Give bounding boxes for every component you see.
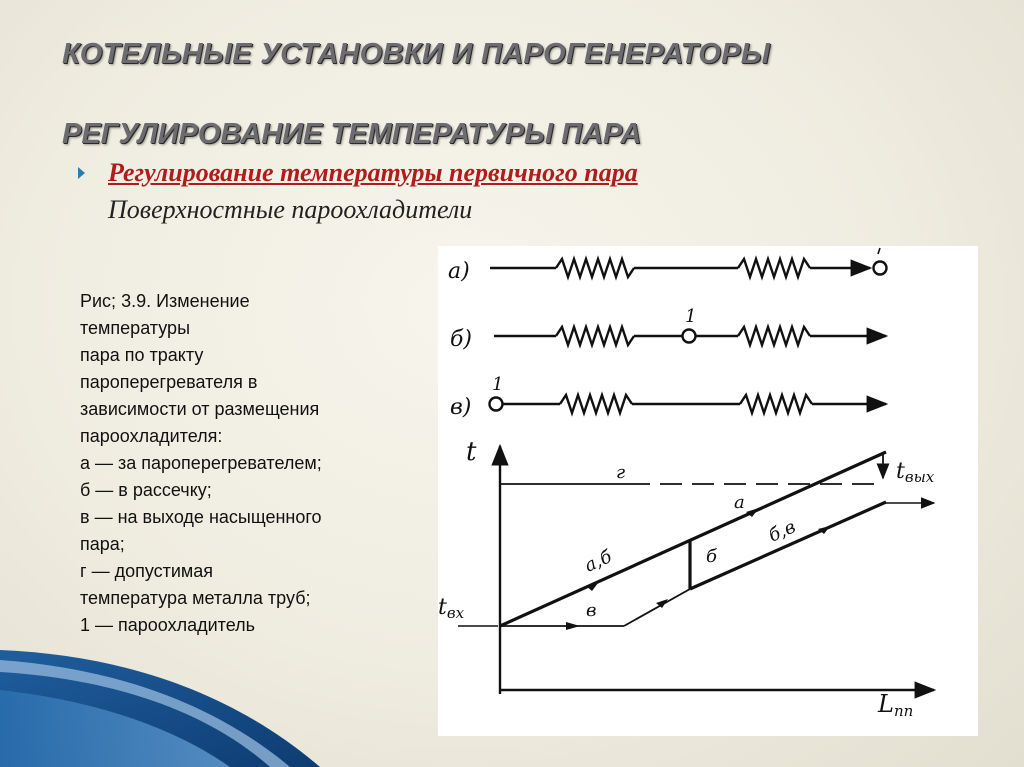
desuperheater-marker (490, 398, 503, 411)
desuperheater-marker (874, 262, 887, 275)
caption-line: пара по тракту (80, 345, 204, 365)
axis-l-label: Lпп (878, 690, 914, 720)
desuperheater-marker (683, 330, 696, 343)
triangle-bullet-icon (78, 167, 85, 179)
t-out-label: tвых (896, 459, 935, 486)
slide-title: КОТЕЛЬНЫЕ УСТАНОВКИ И ПАРОГЕНЕРАТОРЫ (62, 38, 771, 70)
caption-line: температура металла труб; (80, 588, 311, 608)
row-a-schematic (490, 248, 887, 277)
row-b-schematic (494, 327, 886, 345)
caption-line: пара; (80, 534, 125, 554)
caption-line: зависимости от размещения (80, 399, 320, 419)
bullet-heading: Регулирование температуры первичного пара (108, 158, 638, 187)
line-g-label: г (616, 462, 626, 483)
caption-line: г — допустимая (80, 561, 214, 581)
slide-subtitle: РЕГУЛИРОВАНИЕ ТЕМПЕРАТУРЫ ПАРА (62, 118, 642, 150)
diagram-svg (438, 246, 978, 736)
caption-line: а — за пароперегревателем; (80, 453, 322, 473)
caption-line: в — на выходе насыщенного (80, 507, 322, 527)
caption-line: пароохладителя: (80, 426, 223, 446)
line-bv-label: б,в (765, 516, 799, 547)
row-a-label: а) (448, 259, 470, 284)
line-v-label: в (586, 600, 597, 621)
marker-label-b: 1 (685, 306, 697, 327)
row-b-label: б) (450, 327, 473, 352)
row-v-schematic (490, 395, 887, 413)
row-v-label: в) (450, 395, 472, 420)
line-ab-label: а,б (581, 546, 616, 577)
line-b-label: б (706, 546, 717, 567)
axis-t-label: t (466, 437, 477, 467)
caption-line: б — в рассечку; (80, 480, 212, 500)
line-b-v (690, 502, 886, 589)
line-a-b (500, 452, 886, 626)
bullet-subline: Поверхностные пароохладители (108, 195, 473, 224)
caption-line: 1 — пароохладитель (80, 615, 256, 635)
caption-line: пароперегревателя в (80, 372, 258, 392)
t-in-label: tвх (438, 595, 465, 622)
marker-label-v: 1 (492, 374, 504, 395)
figure-caption (80, 288, 410, 639)
caption-line: температуры (80, 318, 191, 338)
line-a-label: а (734, 492, 745, 513)
caption-line: Рис; 3.9. Изменение (80, 291, 250, 311)
temperature-diagram (438, 246, 978, 736)
